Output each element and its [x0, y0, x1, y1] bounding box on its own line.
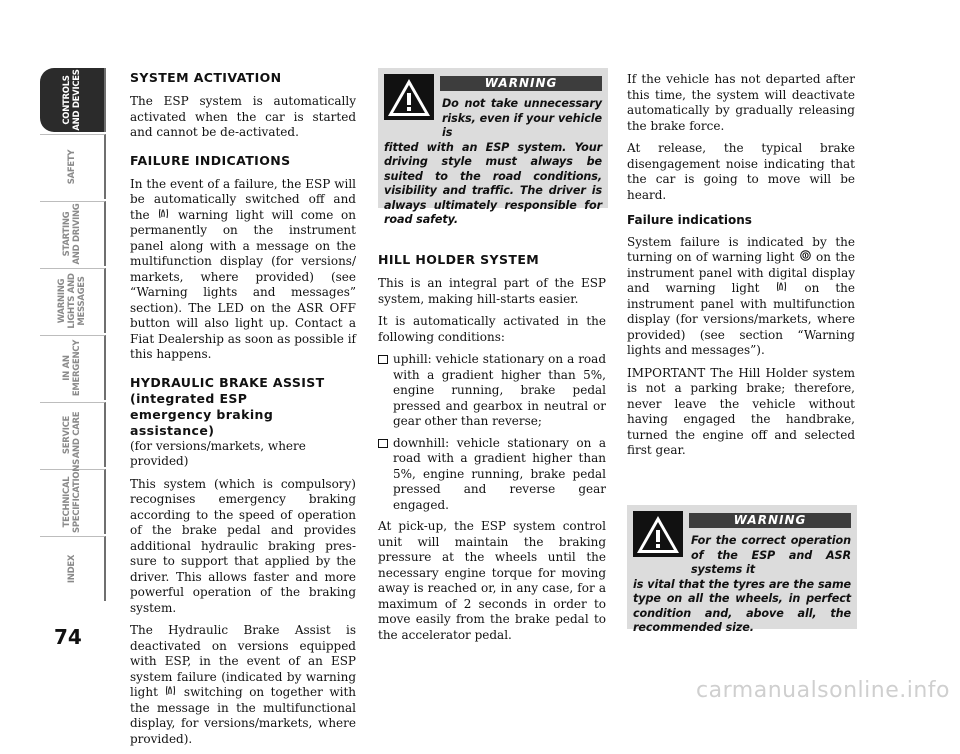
warning-text-rest: fitted with an ESP system. Your driving style must always be suited to the road conditions, visibility and traffic. The driver is always ultimately responsible for road safety. [384, 140, 602, 226]
section-tabs [40, 68, 106, 603]
esp-warning-light-icon [776, 281, 787, 297]
warning-banner: WARNING [689, 513, 851, 528]
paragraph [627, 235, 855, 359]
text: System failure is indicated by the turning on of warning light [627, 234, 855, 264]
tab-service-and-care[interactable] [40, 402, 106, 467]
tab-technical-specifications[interactable] [40, 459, 106, 534]
section-heading: HILL HOLDER SYSTEM [378, 252, 540, 267]
warning-text-rest: is vital that the tyres are the same type on all the wheels, in perfect condition and, above all, the recommended size. [633, 577, 851, 634]
tab-label: CONTROLS AND DEVICES [62, 69, 82, 131]
column-3 [627, 72, 855, 466]
paragraph: This is an integral part of the ESP system, making hill-starts easier. [378, 276, 606, 306]
warning-box [627, 505, 857, 634]
paragraph: At pick-up, the ESP system control unit will maintain the braking pressure at the wheels until the necessary engine torque for moving away is reached or, in any case, for a maximum of 2 seconds in order to move easily from the brake pedal to the accelerator pedal. [378, 519, 606, 642]
esp-warning-light-icon [165, 685, 176, 701]
tab-index[interactable] [40, 536, 106, 601]
section-heading: FAILURE INDICATIONS [130, 152, 291, 168]
text: warning light will come on permanently on the instrument panel along with a message on the multifunction display (for versions/ markets, where provided) (see “Warning lights and messages” section). The LED on the ASR OFF button will also light up. Contact a Fiat Dealership as soon as possible if this happens. [130, 207, 356, 361]
tab-label: SERVICE AND CARE [62, 411, 82, 459]
warning-box [378, 68, 608, 226]
paragraph: The ESP system is automatically activated when the car is started and cannot be de-activated. [130, 94, 356, 139]
column-1 [130, 70, 356, 754]
tab-label: TECHNICAL SPECIFICATIONS [62, 459, 82, 533]
tab-label: IN AN EMERGENCY [62, 339, 82, 397]
paragraph: (for versions/markets, where provided) [130, 438, 306, 468]
paragraph: IMPORTANT The Hill Holder system is not a parking brake; therefore, never leave the vehicle without having engaged the handbrake, turned the engine off and selected first gear. [627, 365, 855, 457]
text: on the instrument panel with digital display and warning light [627, 250, 856, 295]
esp-warning-light-icon [158, 208, 169, 224]
tab-safety[interactable] [40, 134, 106, 199]
section-heading: HYDRAULIC BRAKE ASSIST (integrated ESP emergency braking assistance) [130, 374, 325, 438]
warning-text-line: Do not take unnecessary risks, even if your vehicle is [442, 97, 602, 139]
paragraph [130, 177, 356, 363]
tab-in-an-emergency[interactable] [40, 335, 106, 400]
paragraph [130, 623, 356, 747]
column-2 [378, 252, 606, 650]
list-item [378, 436, 606, 514]
paragraph: This system (which is compulsory) recognises emergency braking according to the speed of operation of the brake pedal and provides additional hydraulic braking pressure to support that applied by the driver. This allows faster and more powerful operation of the braking system. [130, 476, 356, 615]
checkbox-bullet-icon [378, 439, 388, 448]
tab-starting-and-driving[interactable] [40, 201, 106, 266]
watermark: carmanualsonline.info [696, 678, 950, 703]
paragraph: It is automatically activated in the following conditions: [378, 314, 606, 344]
warning-text [384, 97, 602, 228]
text: In the event of a failure, the ESP will be automatically switched off and the [130, 176, 356, 222]
tab-controls-and-devices[interactable] [40, 68, 106, 132]
list-item-text: uphill: vehicle stationary on a road with a gradient higher than 5%, engine running, brake pedal pressed and gearbox in neutral or gear other than reverse; [393, 352, 606, 428]
paragraph: If the vehicle has not departed after this time, the system will deactivate automatically by gradually releasing the brake force. [627, 72, 855, 133]
tab-label: WARNING LIGHTS AND MESSAGES [57, 273, 87, 329]
section-heading: SYSTEM ACTIVATION [130, 70, 282, 85]
warning-text-line: For the correct operation of the ESP and ASR systems it [691, 534, 851, 576]
warning-banner: WARNING [440, 76, 602, 91]
tab-label: STARTING AND DRIVING [62, 203, 82, 265]
tab-label: INDEX [67, 554, 77, 584]
list-item [378, 352, 606, 430]
hill-holder-warning-light-icon [800, 250, 811, 266]
tab-label: SAFETY [67, 149, 77, 185]
page-number: 74 [54, 625, 82, 649]
list-item-text: downhill: vehicle stationary on a road with a gradient higher than 5%, engine running, brake pedal pressed and reverse gear engaged. [393, 435, 606, 512]
text: switching on together with the message in the multifunctional display, for versions/markets, where provided). [130, 685, 356, 746]
warning-text [633, 534, 851, 636]
checkbox-bullet-icon [378, 355, 388, 364]
tab-warning-lights[interactable] [40, 268, 106, 333]
text: on the instrument panel with multifunction display (for versions/markets, where provided) (see section “Warning lights and messages”). [627, 281, 855, 357]
section-heading: Failure indications [627, 213, 752, 227]
text: The Hydraulic Brake Assist is deactivated on versions equipped with ESP, in the event of an ESP system failure (indicated by warning light [130, 623, 356, 699]
paragraph: At release, the typical brake disengagement noise indicating that the car is going to move will be heard. [627, 141, 855, 202]
